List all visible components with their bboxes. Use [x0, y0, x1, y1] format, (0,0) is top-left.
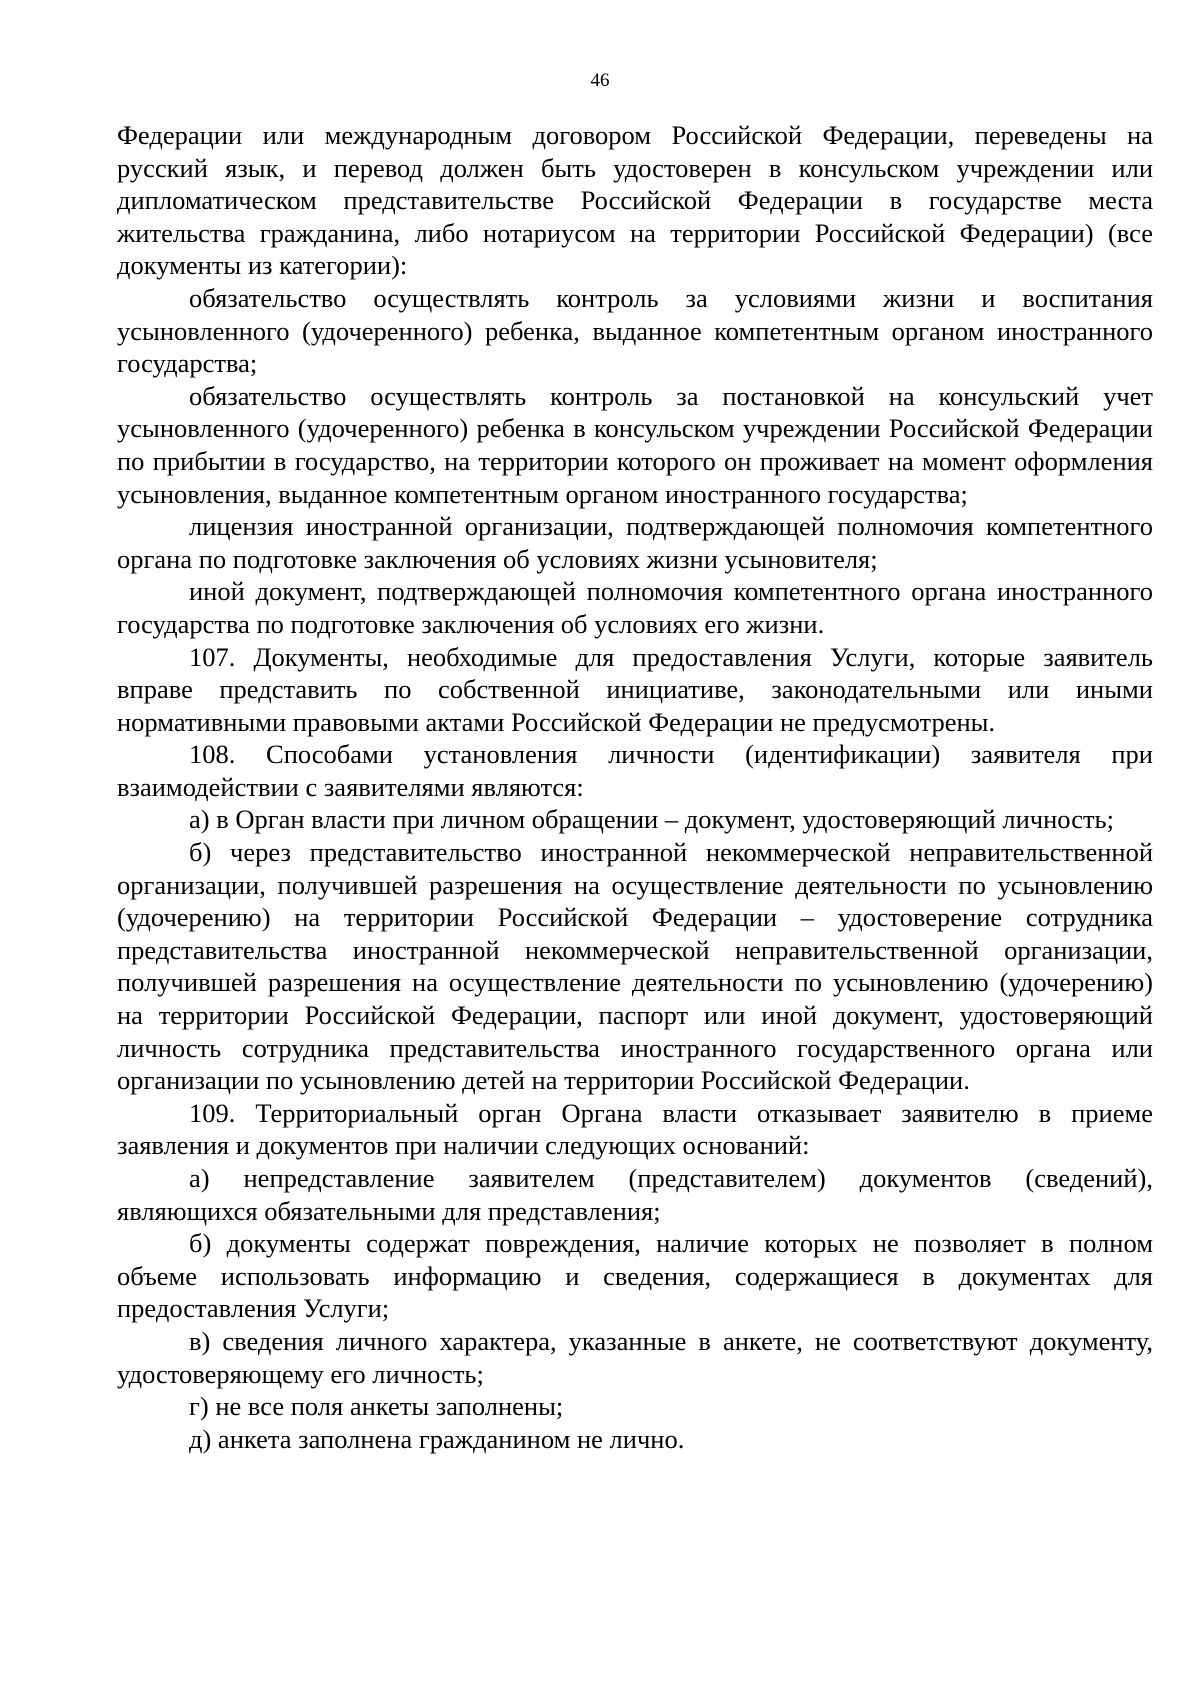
paragraph-109-v: в) сведения личного характера, указанные в анкете, не соответствуют документу, удостоверяющему его личность;: [117, 1325, 1153, 1389]
paragraph-continuation: Федерации или международным договором Российской Федерации, переведены на русский язык, и перевод должен быть удостоверен в консульском учреждении или дипломатическом представительстве Российской Федерации в государстве места жительства гражданина, либо нотариусом на территории Российской Федерации) (все документы из категории):: [117, 120, 1153, 281]
paragraph-108-b: б) через представительство иностранной некоммерческой неправительственной организации, получившей разрешения на осуществление деятельности по усыновлению (удочерению) на территории Российской Федерации – удостоверение сотрудника представительства иностранной некоммерческой неправительственной организации, получившей разрешения на осуществление деятельности по усыновлению (удочерению) на территории Российской Федерации, паспорт или иной документ, удостоверяющий личность сотрудника представительства иностранного государственного органа или организации по усыновлению детей на территории Российской Федерации.: [117, 837, 1153, 1096]
paragraph-108: 108. Способами установления личности (идентификации) заявителя при взаимодействии с заявителями являются:: [117, 739, 1153, 802]
paragraph-108-a: а) в Орган власти при личном обращении – документ, удостоверяющий личность;: [189, 804, 1114, 835]
paragraph-license: лицензия иностранной организации, подтверждающей полномочия компетентного органа по подготовке заключения об условиях жизни усыновителя;: [117, 511, 1153, 574]
paragraph-obligation-consular-registration: обязательство осуществлять контроль за постановкой на консульский учет усыновленного (удочеренного) ребенка в консульском учреждении Российской Федерации по прибытии в государство, на территории которого он проживает на момент оформления усыновления, выданное компетентным органом иностранного государства;: [117, 380, 1153, 509]
paragraph-109: 109. Территориальный орган Органа власти отказывает заявителю в приеме заявления и документов при наличии следующих оснований:: [117, 1097, 1153, 1161]
page-number: 46: [590, 70, 610, 91]
paragraph-109-d: д) анкета заполнена гражданином не лично.: [189, 1423, 685, 1454]
paragraph-109-g: г) не все поля анкеты заполнены;: [189, 1391, 564, 1422]
paragraph-107: 107. Документы, необходимые для предоставления Услуги, которые заявитель вправе представить по собственной инициативе, законодательными или иными нормативными правовыми актами Российской Федерации не предусмотрены.: [117, 641, 1153, 737]
paragraph-other-document: иной документ, подтверждающей полномочия компетентного органа иностранного государства по подготовке заключения об условиях его жизни.: [117, 576, 1153, 639]
paragraph-109-a: а) непредставление заявителем (представителем) документов (сведений), являющихся обязательными для представления;: [117, 1163, 1153, 1226]
paragraph-obligation-living-conditions: обязательство осуществлять контроль за условиями жизни и воспитания усыновленного (удочеренного) ребенка, выданное компетентным органом иностранного государства;: [117, 282, 1153, 379]
paragraph-109-b: б) документы содержат повреждения, наличие которых не позволяет в полном объеме использовать информацию и сведения, содержащиеся в документах для предоставления Услуги;: [117, 1228, 1153, 1324]
document-body: [117, 119, 1153, 1455]
